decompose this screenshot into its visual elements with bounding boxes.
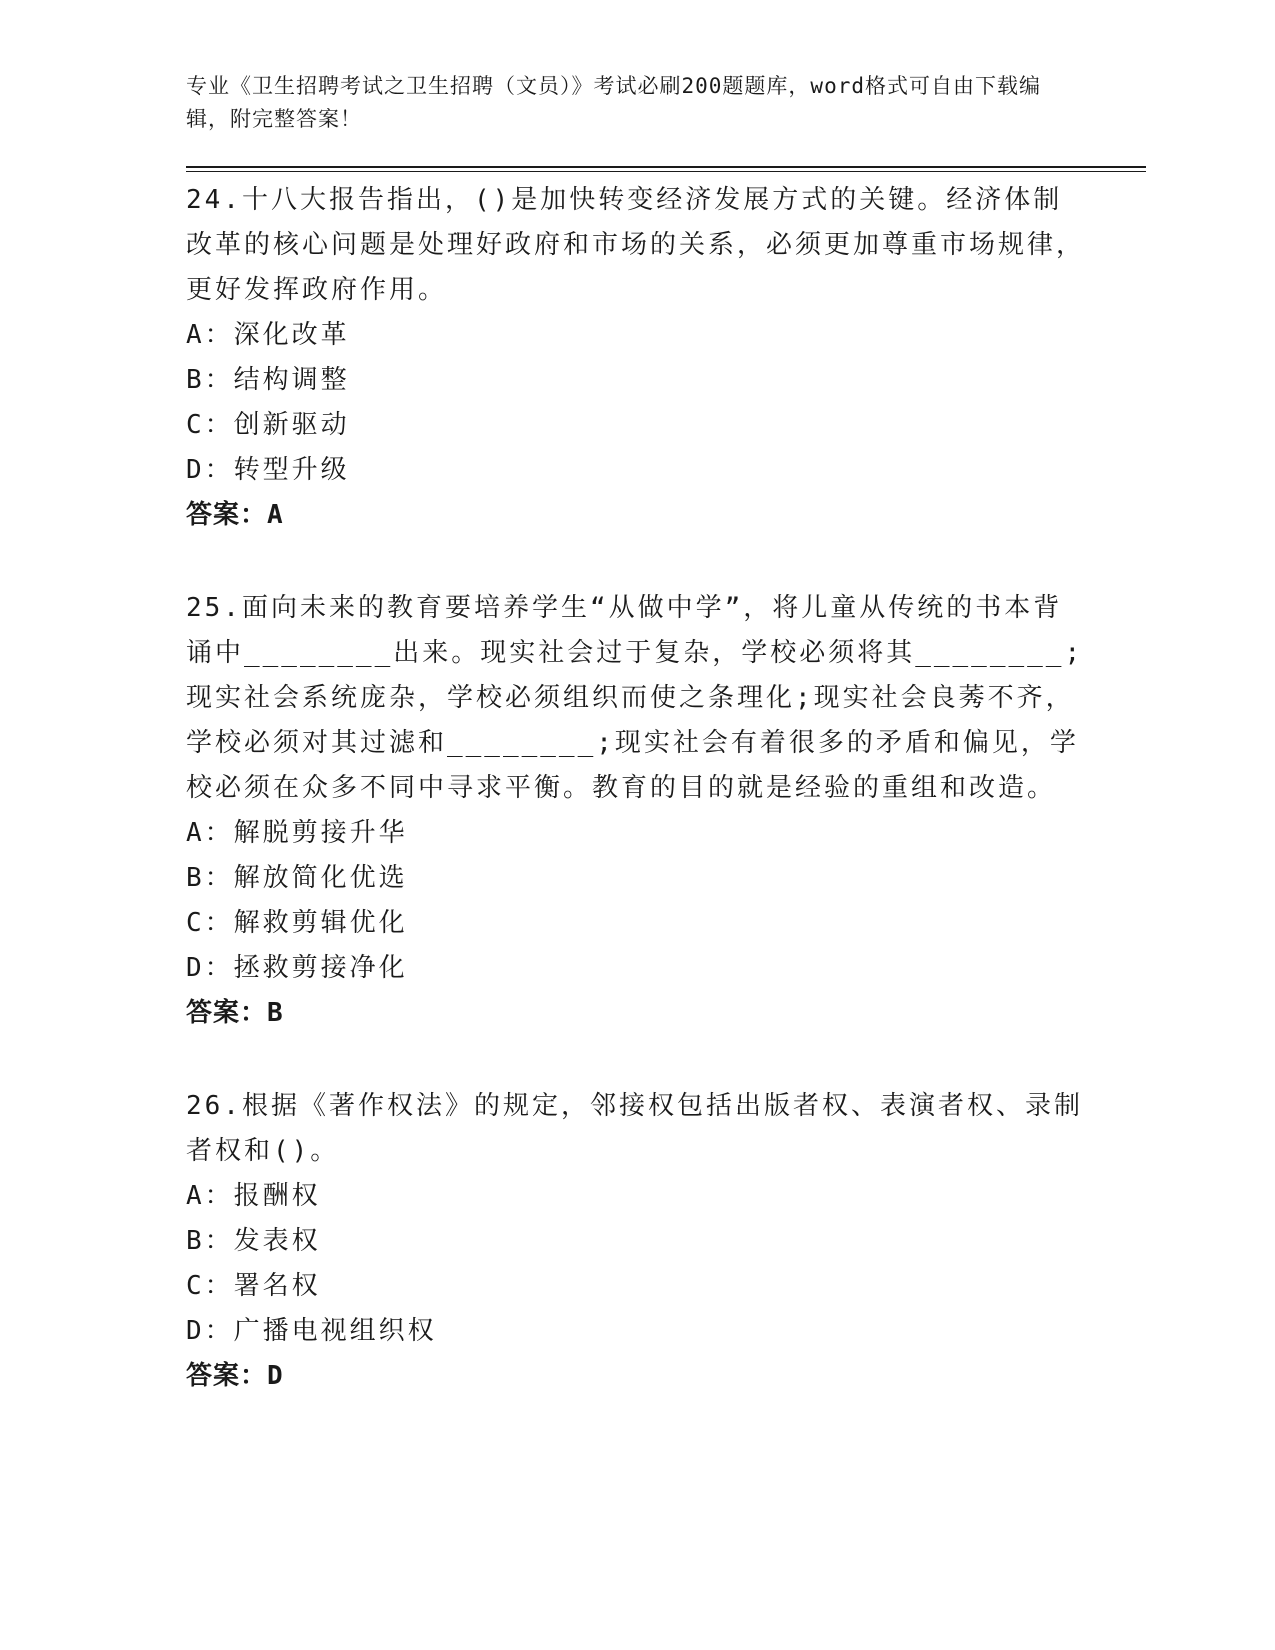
answer: 答案：D	[186, 1361, 284, 1391]
option-c: C：署名权	[186, 1271, 321, 1301]
option-d: D：转型升级	[186, 455, 350, 485]
option-a: A：深化改革	[186, 320, 350, 350]
option-d: D：拯救剪接净化	[186, 953, 408, 983]
question-24	[186, 178, 1146, 538]
answer: 答案：A	[186, 500, 284, 530]
option-c: C：解救剪辑优化	[186, 908, 408, 938]
question-stem: 26.根据《著作权法》的规定，邻接权包括出版者权、表演者权、录制者权和()。	[186, 1091, 1083, 1166]
option-b: B：解放简化优选	[186, 863, 408, 893]
question-25	[186, 586, 1146, 1036]
option-b: B：结构调整	[186, 365, 350, 395]
document-header: 专业《卫生招聘考试之卫生招聘（文员）》考试必刷200题题库，word格式可自由下载编辑，附完整答案！	[186, 74, 1041, 131]
question-stem: 25.面向未来的教育要培养学生“从做中学”，将儿童从传统的书本背诵中________出来。现实社会过于复杂，学校必须将其________;现实社会系统庞杂，学校必须组织而使之条理化;现实社会良莠不齐，学校必须对其过滤和________;现实社会有着很多的矛盾和偏见，学校必须在众多不同中寻求平衡。教育的目的就是经验的重组和改造。	[186, 593, 1084, 803]
question-26	[186, 1084, 1146, 1399]
answer: 答案：B	[186, 998, 284, 1028]
option-b: B：发表权	[186, 1226, 321, 1256]
option-a: A：解脱剪接升华	[186, 818, 408, 848]
option-d: D：广播电视组织权	[186, 1316, 437, 1346]
document-page	[186, 70, 1146, 1399]
option-c: C：创新驱动	[186, 410, 350, 440]
question-stem: 24.十八大报告指出，()是加快转变经济发展方式的关键。经济体制改革的核心问题是处理好政府和市场的关系，必须更加尊重市场规律，更好发挥政府作用。	[186, 185, 1086, 305]
header-divider	[186, 166, 1146, 172]
option-a: A：报酬权	[186, 1181, 321, 1211]
